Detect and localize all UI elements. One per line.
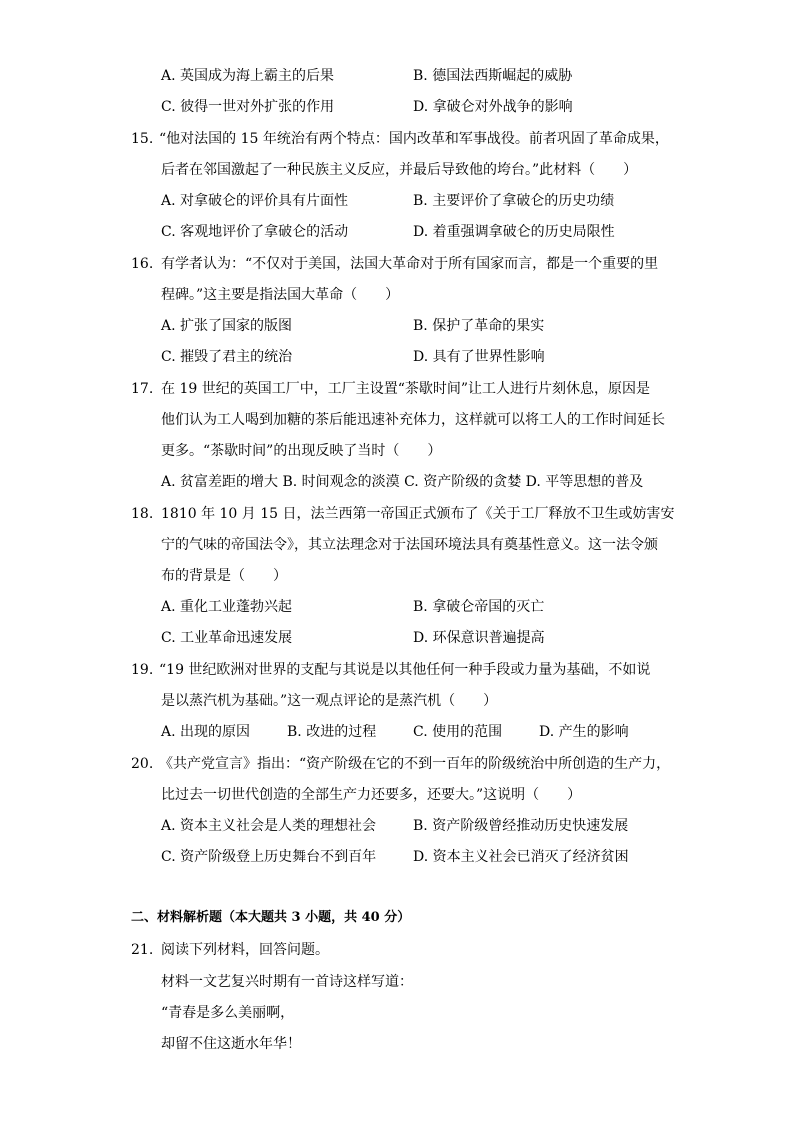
q15-option-b: B. 主要评价了拿破仑的历史功绩 — [413, 193, 615, 209]
q17-stem-line2: 他们认为工人喝到加糖的茶后能迅速补充体力，这样就可以将工人的工作时间延长 — [161, 412, 665, 428]
q19-option-c: C. 使用的范围 — [413, 724, 503, 740]
q17-number: 17. — [131, 381, 154, 397]
q21-material-intro: 材料一文艺复兴时期有一首诗这样写道： — [161, 974, 413, 990]
q19-option-d: D. 产生的影响 — [539, 724, 629, 740]
q16-number: 16. — [131, 256, 154, 272]
section-heading: 二、材料解析题（本大题共 3 小题，共 40 分） — [131, 910, 411, 925]
q16-option-c: C. 摧毁了君主的统治 — [161, 349, 293, 365]
q16-option-d: D. 具有了世界性影响 — [413, 349, 545, 365]
q21-poem-line1: “青春是多么美丽啊， — [161, 1005, 295, 1021]
q15-stem-line1: “他对法国的 15 年统治有两个特点：国内改革和军事战役。前者巩固了革命成果， — [159, 131, 669, 147]
q18-option-d: D. 环保意识普遍提高 — [413, 630, 545, 646]
q18-option-b: B. 拿破仑帝国的灭亡 — [413, 599, 545, 615]
q21-poem-line2: 却留不住这逝水年华！ — [161, 1036, 301, 1052]
q15-option-c: C. 客观地评价了拿破仑的活动 — [161, 224, 349, 240]
q19-stem-line2: 是以蒸汽机为基础。”这一观点评论的是蒸汽机（ ） — [161, 693, 498, 709]
q14-option-c: C. 彼得一世对外扩张的作用 — [161, 99, 335, 115]
q18-stem-line1: 1810 年 10 月 15 日，法兰西第一帝国正式颁布了《关于工厂释放不卫生或妨害安 — [161, 506, 675, 522]
q20-option-b: B. 资产阶级曾经推动历史快速发展 — [413, 818, 629, 834]
q18-option-a: A. 重化工业蓬勃兴起 — [161, 599, 293, 615]
q20-stem-line1: 《共产党宣言》指出：“资产阶级在它的不到一百年的阶级统治中所创造的生产力， — [159, 756, 671, 772]
q14-option-a: A. 英国成为海上霸主的后果 — [161, 68, 335, 84]
q16-option-a: A. 扩张了国家的版图 — [161, 318, 293, 334]
q18-stem-line3: 布的背景是（ ） — [161, 568, 287, 584]
q15-stem-line2: 后者在邻国激起了一种民族主义反应，并最后导致他的垮台。”此材料（ ） — [161, 162, 638, 178]
q18-stem-line2: 宁的气味的帝国法令》，其立法理念对于法国环境法具有奠基性意义。这一法令颁 — [161, 537, 658, 553]
q20-option-a: A. 资本主义社会是人类的理想社会 — [161, 818, 377, 834]
q14-option-b: B. 德国法西斯崛起的威胁 — [413, 68, 573, 84]
q14-option-d: D. 拿破仑对外战争的影响 — [413, 99, 573, 115]
q15-option-d: D. 着重强调拿破仑的历史局限性 — [413, 224, 615, 240]
q18-number: 18. — [131, 506, 154, 522]
q15-option-a: A. 对拿破仑的评价具有片面性 — [161, 193, 349, 209]
q17-stem-line3: 更多。“茶歇时间”的出现反映了当时（ ） — [161, 443, 442, 459]
q16-option-b: B. 保护了革命的果实 — [413, 318, 545, 334]
q18-option-c: C. 工业革命迅速发展 — [161, 630, 293, 646]
q19-option-a: A. 出现的原因 — [161, 724, 251, 740]
q16-stem-line1: 有学者认为：“不仅对于美国，法国大革命对于所有国家而言，都是一个重要的里 — [161, 256, 659, 272]
q15-number: 15. — [131, 131, 154, 147]
q17-stem-line1: 在 19 世纪的英国工厂中，工厂主设置“茶歇时间”让工人进行片刻休息，原因是 — [161, 381, 651, 397]
q21-number: 21. — [131, 942, 154, 958]
q16-stem-line2: 程碑。”这主要是指法国大革命（ ） — [161, 287, 400, 303]
q19-number: 19. — [131, 662, 154, 678]
q20-stem-line2: 比过去一切世代创造的全部生产力还要多，还要大。”这说明（ ） — [161, 787, 582, 803]
q20-option-c: C. 资产阶级登上历史舞台不到百年 — [161, 849, 377, 865]
q21-instruction: 阅读下列材料，回答问题。 — [161, 942, 329, 958]
q19-option-b: B. 改进的过程 — [287, 724, 377, 740]
q20-option-d: D. 资本主义社会已消灭了经济贫困 — [413, 849, 629, 865]
q17-options: A. 贫富差距的增大 B. 时间观念的淡漠 C. 资产阶级的贪婪 D. 平等思想的普及 — [161, 474, 644, 490]
q20-number: 20. — [131, 756, 154, 772]
q19-stem-line1: “19 世纪欧洲对世界的支配与其说是以其他任何一种手段或力量为基础，不如说 — [159, 662, 651, 678]
